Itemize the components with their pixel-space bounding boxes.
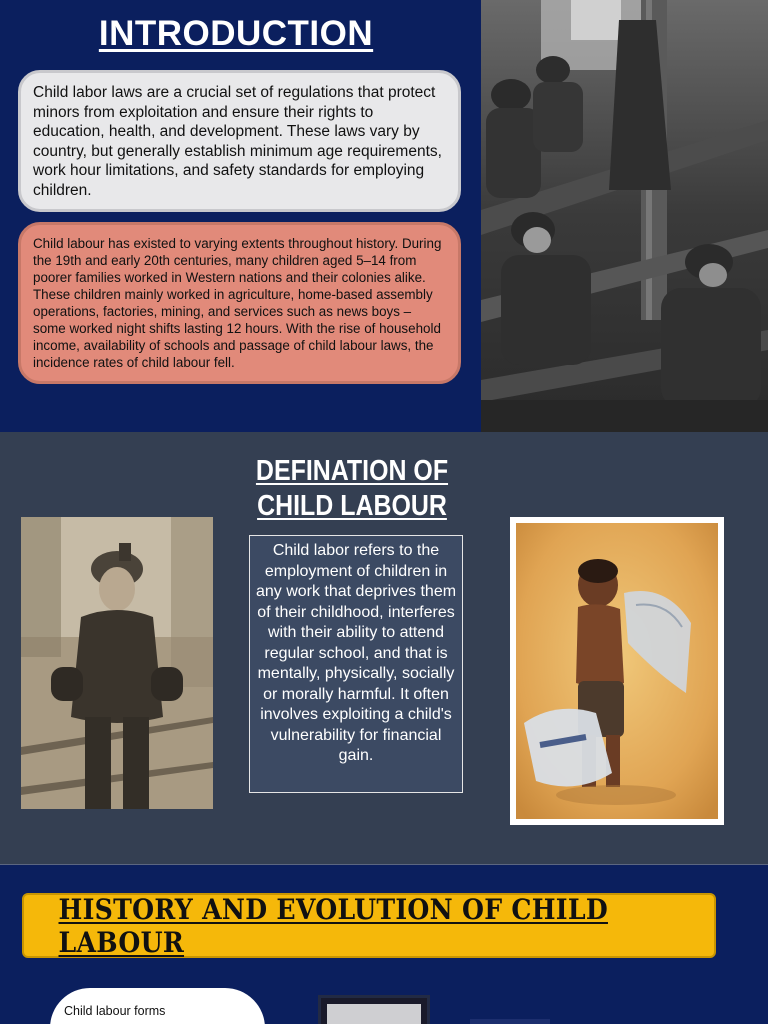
boy-with-sacks-illustration [516, 523, 718, 819]
history-banner-title: HISTORY AND EVOLUTION OF CHILD LABOUR [58, 892, 608, 959]
introduction-title: INTRODUCTION [98, 14, 374, 53]
section-divider [0, 864, 768, 865]
boy-with-sacks-painting [516, 523, 718, 819]
history-section [0, 864, 768, 1024]
boy-miner-illustration [21, 517, 213, 809]
introduction-section [0, 0, 768, 432]
intro-paragraph-text: Child labor laws are a crucial set of regulations that protect minors from exploitation and ensure their rights to education, health, and development. These laws vary by country, but generally establish minimum age requirements, work hour limitations, and safety standards for employing children. [33, 84, 442, 199]
history-photo [318, 995, 430, 1024]
definition-text-box [249, 535, 463, 793]
history-oval-box [50, 988, 265, 1024]
child-miners-photo [481, 0, 768, 432]
boy-miner-photo [21, 517, 213, 809]
painting-frame [510, 517, 724, 825]
history-paragraph-text: Child labour has existed to varying extents throughout history. During the 19th and early 20th centuries, many children aged 5–14 from poorer families worked in Western nations and their colonies alike. These children mainly worked in agriculture, home-based assembly operations, factories, mining, and services such as news boys – some worked night shifts lasting 12 hours. With the rise of household income, availability of schools and passage of child labour laws, the incidence rates of child labour fell. [33, 236, 442, 370]
definition-title [256, 454, 449, 524]
history-oval-text: Child labour forms [64, 1004, 166, 1018]
child-miners-illustration [481, 0, 768, 432]
history-paragraph-box [18, 222, 461, 384]
intro-paragraph-box [18, 70, 461, 212]
definition-title-line1: DEFINATION OF [255, 455, 449, 487]
history-banner [22, 893, 716, 958]
definition-title-line2: CHILD LABOUR [257, 490, 447, 522]
faint-text-fragment [470, 1019, 550, 1024]
definition-section [0, 432, 768, 864]
history-photo-content [327, 1004, 421, 1024]
definition-text: Child labor refers to the employment of children in any work that deprives them of their childhood, interferes with their ability to attend regular school, and that is mentally, physically, socially or morally harmful. It often involves exploiting a child's vulnerability for financial gain. [255, 542, 457, 764]
